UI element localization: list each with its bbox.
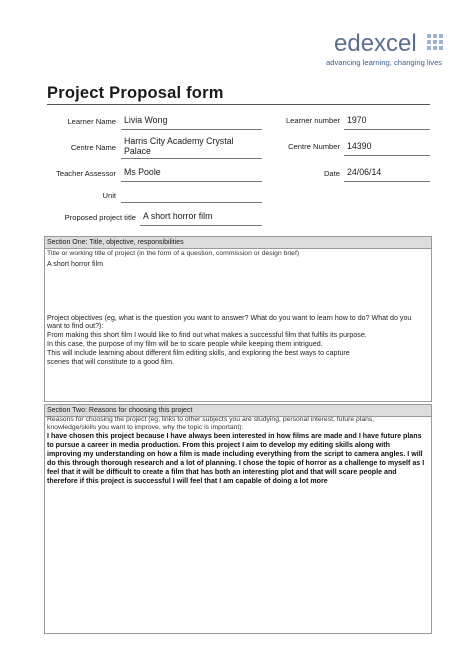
teacher-assessor-value: Ms Poole: [124, 167, 161, 177]
proposed-title-value: A short horror film: [143, 211, 213, 221]
centre-number-value: 14390: [347, 141, 372, 151]
learner-name-label: Learner Name: [67, 117, 116, 126]
date-value: 24/06/14: [347, 167, 382, 177]
reasons-answer-line4: do this through thorough research and a lot of planning. I chose the topic of horror as a challenge to myself as I: [47, 459, 425, 467]
reasons-answer-line5: feel that it will be difficult to create a film that has both an interesting plot and that will scare people and: [47, 468, 397, 476]
centre-number-line: [344, 155, 430, 156]
centre-name-label: Centre Name: [70, 143, 116, 152]
section-one-heading: Section One: Title, objective, responsibilities: [45, 237, 431, 249]
reasons-answer-line6: therefore if this project is successful I will feel that I am capable of doing a lot more: [47, 477, 328, 485]
logo-tagline: advancing learning, changing lives: [326, 58, 443, 67]
logo-grid-icon: [427, 34, 447, 52]
objectives-answer-line3: This will include learning about different film editing skills, and exploring the best ways to capture: [47, 349, 350, 357]
centre-number-label: Centre Number: [288, 142, 340, 151]
proposed-title-line: [140, 225, 262, 226]
centre-name-value-line1: Harris City Academy Crystal: [124, 136, 234, 146]
learner-name-line: [121, 129, 262, 130]
section-one-title-answer: A short horror film: [47, 260, 103, 268]
section-two-heading: Section Two: Reasons for choosing this project: [45, 405, 431, 417]
objectives-answer-line2: In this case, the purpose of my film will be to scare people while keeping them intrigued.: [47, 340, 323, 348]
proposed-title-label: Proposed project title: [64, 213, 136, 222]
page-title: Project Proposal form: [47, 84, 224, 102]
date-line: [344, 181, 430, 182]
section-one-title-prompt: Title or working title of project (in the form of a question, commission or design brief): [47, 250, 300, 257]
centre-name-value-line2: Palace: [124, 146, 151, 156]
objectives-prompt-line1: Project objectives (eg, what is the question you want to answer? What do you want to learn how to do? What do you: [47, 314, 412, 322]
learner-number-line: [344, 129, 430, 130]
reasons-answer-line2: to pursue a career in media production. From this project I aim to develop my editing skills along with: [47, 441, 390, 449]
title-divider: [47, 104, 430, 105]
reasons-prompt-line2: knowledge/skills you want to improve, why the topic is important):: [47, 424, 244, 431]
reasons-prompt-line1: Reasons for choosing the project (eg, links to other subjects you are studying, personal interest, future plans,: [47, 416, 375, 423]
learner-name-value: Livia Wong: [124, 115, 168, 125]
date-label: Date: [323, 169, 340, 178]
reasons-answer-line1: I have chosen this project because I have always been interested in how films are made and I have future plans: [47, 432, 422, 440]
teacher-assessor-label: Teacher Assessor: [56, 169, 116, 178]
centre-name-line: [121, 158, 262, 159]
objectives-answer-line1: From making this short film I would like to find out what makes a successful film that fulfils its purpose.: [47, 331, 367, 339]
learner-number-value: 1970: [347, 115, 367, 125]
logo-wordmark: edexcel: [334, 30, 417, 57]
unit-label: Unit: [102, 191, 116, 200]
objectives-prompt-line2: want to find out?):: [47, 322, 104, 330]
learner-number-label: Learner number: [285, 116, 340, 125]
objectives-answer-line4: scenes that will constitute to a good film.: [47, 358, 174, 366]
reasons-answer-line3: improving my understanding on how a film is made including everything from the script to camera angles. I will: [47, 450, 423, 458]
teacher-assessor-line: [121, 181, 262, 182]
unit-line: [121, 202, 262, 203]
